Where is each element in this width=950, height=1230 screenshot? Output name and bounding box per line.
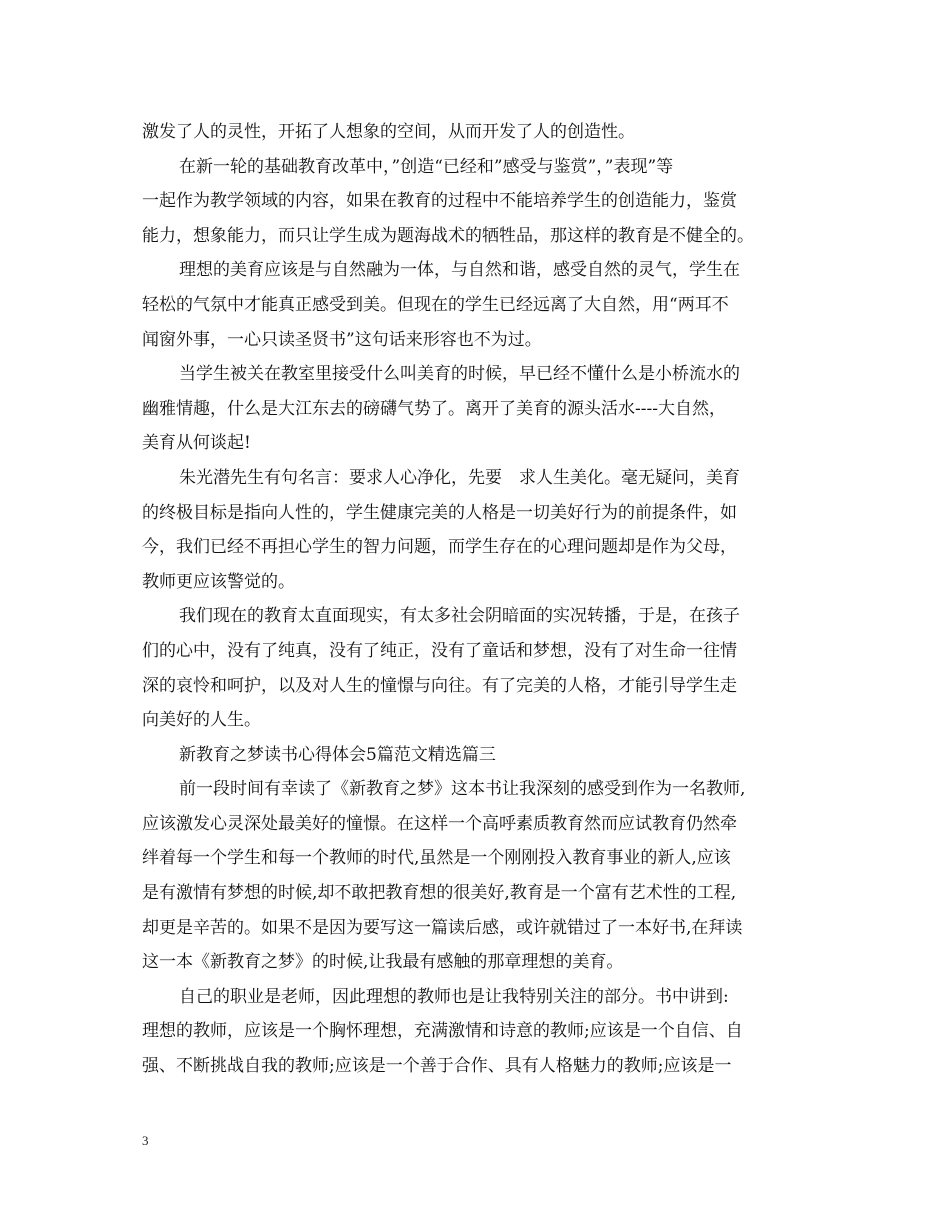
text-line: 轻松的气氛中才能真正感受到美。但现在的学生已经远离了大自然，用“两耳不 <box>142 294 729 315</box>
text-line: 这一本《新教育之梦》的时候,让我最有感触的那章理想的美育。 <box>142 952 624 973</box>
text-line: 教师更应该警觉的。 <box>142 571 295 592</box>
text-line: 的终极目标是指向人性的，学生健康完美的人格是一切美好行为的前提条件，如 <box>142 502 737 523</box>
text-line: 强、不断挑战自我的教师;应该是一个善于合作、具有人格魅力的教师;应该是一 <box>142 1056 732 1077</box>
text-line: 向美好的人生。 <box>142 710 261 731</box>
text-line: 一起作为教学领域的内容，如果在教育的过程中不能培养学生的创造能力，鉴赏 <box>142 191 737 212</box>
text-line: 应该激发心灵深处最美好的憧憬。在这样一个高呼素质教育然而应试教育仍然牵 <box>142 813 737 834</box>
text-line: 却更是辛苦的。如果不是因为要写这一篇读后感，或许就错过了一本好书,在拜读 <box>142 917 743 938</box>
text-line: 美育从何谈起! <box>142 433 251 454</box>
text-line: 自己的职业是老师，因此理想的教师也是让我特别关注的部分。书中讲到: <box>179 986 729 1007</box>
text-line: 是有激情有梦想的时候,却不敢把教育想的很美好,教育是一个富有艺术性的工程, <box>142 883 737 904</box>
text-line: 们的心中，没有了纯真，没有了纯正，没有了童话和梦想，没有了对生命一往情 <box>142 640 737 661</box>
text-line: 朱光潜先生有句名言：要求人心净化，先要 求人生美化。毫无疑问，美育 <box>179 467 740 488</box>
text-line: 在新一轮的基础教育改革中，”创造“已经和”感受与鉴赏”，”表现”等 <box>179 156 674 177</box>
text-line: 当学生被关在教室里接受什么叫美育的时候，早已经不懂什么是小桥流水的 <box>179 364 740 385</box>
section-heading: 新教育之梦读书心得体会5篇范文精选篇三 <box>179 744 496 765</box>
document-body <box>142 115 814 1084</box>
text-line: 激发了人的灵性，开拓了人想象的空间，从而开发了人的创造性。 <box>142 122 635 142</box>
text-line: 我们现在的教育太直面现实，有太多社会阴暗面的实况转播，于是，在孩子 <box>179 606 740 627</box>
text-line: 理想的美育应该是与自然融为一体，与自然和谐，感受自然的灵气，学生在 <box>179 260 740 281</box>
text-line: 绊着每一个学生和每一个教师的时代,虽然是一个刚刚投入教育事业的新人,应该 <box>142 848 731 869</box>
text-line: 幽雅情趣，什么是大江东去的磅礴气势了。离开了美育的源头活水----大自然， <box>142 398 726 419</box>
text-line: 今，我们已经不再担心学生的智力问题，而学生存在的心理问题却是作为父母， <box>142 537 737 558</box>
text-line: 深的哀怜和呵护，以及对人生的憧憬与向往。有了完美的人格，才能引导学生走 <box>142 675 737 696</box>
text-line: 前一段时间有幸读了《新教育之梦》这本书让我深刻的感受到作为一名教师, <box>179 779 746 800</box>
text-line: 理想的教师，应该是一个胸怀理想，充满激情和诗意的教师;应该是一个自信、自 <box>142 1021 743 1042</box>
text-line: 能力，想象能力，而只让学生成为题海战术的牺牲品，那这样的教育是不健全的。 <box>142 225 754 246</box>
page-number: 3 <box>142 1133 149 1148</box>
text-line: 闻窗外事，一心只读圣贤书”这句话来形容也不为过。 <box>142 329 542 350</box>
